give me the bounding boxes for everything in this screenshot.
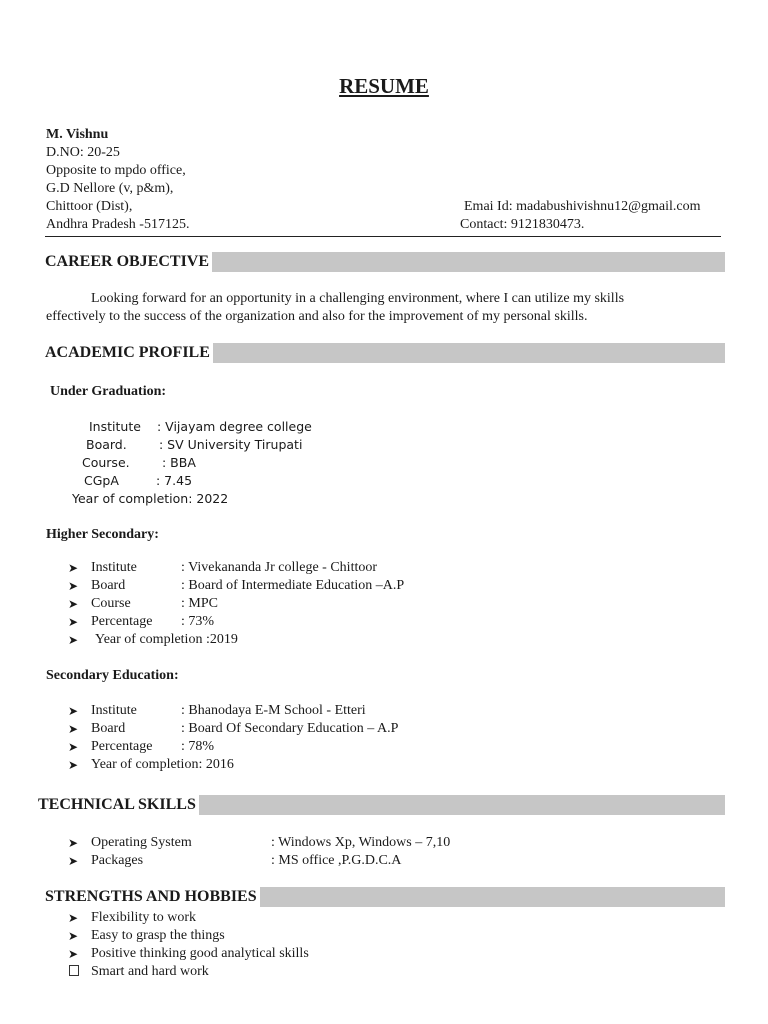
- ug-label: Board.: [86, 437, 127, 452]
- se-value: : Board Of Secondary Education – A.P: [181, 721, 399, 736]
- se-value: : 78%: [181, 739, 215, 754]
- objective-text: Looking forward for an opportunity in a challenging environment, where I can utilize my skills: [91, 291, 625, 306]
- arrow-bullet-icon: ➤: [68, 561, 79, 575]
- arrow-bullet-icon: ➤: [68, 740, 79, 754]
- arrow-bullet-icon: ➤: [68, 633, 79, 647]
- hs-label: Board: [91, 578, 126, 593]
- section-heading: STRENGTHS AND HOBBIES: [45, 887, 260, 907]
- hs-value: : 73%: [181, 614, 215, 629]
- se-label: Percentage: [91, 739, 153, 754]
- strength-item: Flexibility to work: [91, 910, 196, 925]
- strength-item: Smart and hard work: [91, 964, 209, 979]
- address-line: Chittoor (Dist),: [46, 199, 133, 214]
- address-line: D.NO: 20-25: [46, 145, 120, 160]
- arrow-bullet-icon: ➤: [68, 911, 79, 925]
- skill-label: Operating System: [91, 835, 192, 850]
- objective-text: effectively to the success of the organization and also for the improvement of my personal skills.: [46, 309, 588, 324]
- section-heading: TECHNICAL SKILLS: [38, 795, 199, 815]
- arrow-bullet-icon: ➤: [68, 929, 79, 943]
- hs-label: Percentage: [91, 614, 153, 629]
- section-bar-strengths: [45, 887, 725, 907]
- section-bar-career-objective: [45, 252, 725, 272]
- resume-title: RESUME: [339, 74, 429, 98]
- se-value: : Bhanodaya E-M School - Etteri: [181, 703, 366, 718]
- arrow-bullet-icon: ➤: [68, 579, 79, 593]
- subsection-heading: Higher Secondary:: [46, 527, 159, 542]
- arrow-bullet-icon: ➤: [68, 758, 79, 772]
- section-bar-technical-skills: [38, 795, 725, 815]
- se-label: Board: [91, 721, 126, 736]
- hs-value: : Vivekananda Jr college - Chittoor: [181, 560, 378, 575]
- address-line: Opposite to mpdo office,: [46, 163, 186, 178]
- skill-label: Packages: [91, 853, 144, 868]
- hs-value: : MPC: [181, 596, 218, 611]
- address-line: Andhra Pradesh -517125.: [46, 217, 190, 232]
- skill-value: : Windows Xp, Windows – 7,10: [271, 835, 451, 850]
- ug-year: Year of completion: 2022: [72, 491, 229, 506]
- arrow-bullet-icon: ➤: [68, 704, 79, 718]
- candidate-name: M. Vishnu: [46, 127, 109, 142]
- hs-label: Course: [91, 596, 131, 611]
- ug-label: CGpA: [84, 473, 119, 488]
- subsection-heading: Under Graduation:: [50, 384, 167, 399]
- contact-text: Contact: 9121830473.: [460, 217, 585, 232]
- skill-value: : MS office ,P.G.D.C.A: [271, 853, 402, 868]
- ug-label: Course.: [82, 455, 130, 470]
- se-year: Year of completion: 2016: [91, 757, 234, 772]
- hs-value: : Board of Intermediate Education –A.P: [181, 578, 405, 593]
- section-bar-academic-profile: [45, 343, 725, 363]
- arrow-bullet-icon: ➤: [68, 722, 79, 736]
- arrow-bullet-icon: ➤: [68, 615, 79, 629]
- section-heading: ACADEMIC PROFILE: [45, 343, 213, 363]
- ug-value: : Vijayam degree college: [157, 419, 312, 434]
- email-text: Emai Id: madabushivishnu12@gmail.com: [464, 199, 701, 214]
- arrow-bullet-icon: ➤: [68, 836, 79, 850]
- hs-label: Institute: [91, 560, 137, 575]
- ug-value: : 7.45: [156, 473, 193, 488]
- ug-label: Institute: [89, 419, 141, 434]
- header-divider: [45, 236, 721, 237]
- hs-year: Year of completion :2019: [95, 632, 238, 647]
- se-label: Institute: [91, 703, 137, 718]
- section-heading: CAREER OBJECTIVE: [45, 252, 212, 272]
- subsection-heading: Secondary Education:: [46, 668, 179, 683]
- ug-value: : SV University Tirupati: [159, 437, 303, 452]
- arrow-bullet-icon: ➤: [68, 947, 79, 961]
- ug-value: : BBA: [162, 455, 196, 470]
- address-line: G.D Nellore (v, p&m),: [46, 181, 174, 196]
- strength-item: Easy to grasp the things: [91, 928, 225, 943]
- square-bullet-icon: [69, 964, 79, 982]
- strength-item: Positive thinking good analytical skills: [91, 946, 309, 961]
- arrow-bullet-icon: ➤: [68, 854, 79, 868]
- arrow-bullet-icon: ➤: [68, 597, 79, 611]
